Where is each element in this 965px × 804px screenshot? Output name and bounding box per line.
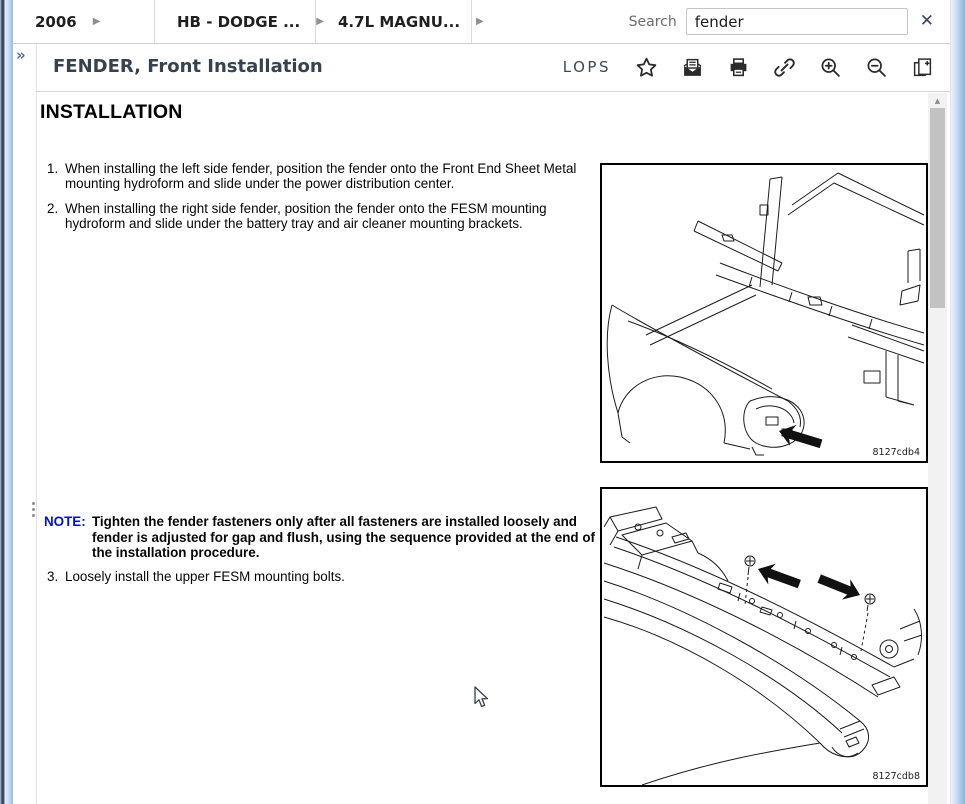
favorite-star-icon[interactable] [636,57,657,78]
print-icon[interactable] [728,57,749,78]
step-number: 2. [47,200,59,216]
window-right-edge [950,0,965,804]
scrollbar-thumb[interactable] [930,108,945,308]
chevron-right-icon: ▶ [92,16,101,27]
zoom-out-icon[interactable] [866,57,887,78]
note-text: Tighten the fender fasteners only after all fasteners are installed loosely and fender is adjusted for gap and flush, using the sequence provided at the end of the installation procedure. [92,514,595,561]
figure-code: 8127cdb4 [872,447,920,458]
step-2 [47,201,599,232]
viewer-panel [13,0,951,804]
note-label: NOTE: [44,514,86,529]
pointer-arrow [815,568,864,605]
step-3-wrap [47,569,587,593]
email-document-icon[interactable] [682,57,703,78]
open-new-window-icon[interactable] [912,57,933,78]
breadcrumb-model-label: HB - DODGE ... [177,12,301,31]
section-heading: INSTALLATION [40,101,183,123]
scroll-up-arrow-icon[interactable]: ▲ [934,96,941,105]
splitter-drag-handle[interactable] [32,502,35,517]
step-text: When installing the right side fender, position the fender onto the FESM mounting hydroform and slide under the battery tray and air cleaner mounting brackets. [65,200,547,231]
breadcrumb-year[interactable] [13,0,155,43]
expand-sidebar-button[interactable]: » [16,46,26,64]
figure-fesm-bolts [600,487,928,787]
search-label: Search [628,13,677,30]
panel-divider [36,43,37,804]
breadcrumb-year-label: 2006 [35,12,77,31]
step-3 [47,569,587,584]
vertical-scrollbar[interactable] [928,93,947,804]
figure-illustration [602,489,926,785]
search-input[interactable] [686,8,908,35]
breadcrumb-engine-label: 4.7L MAGNU... [338,12,461,31]
step-number: 1. [47,161,59,176]
window-left-edge [0,0,13,804]
search-area [629,0,934,43]
figure-fender-install [600,163,928,463]
toolbar-actions [563,43,933,91]
page-title: FENDER, Front Installation [53,56,323,77]
copy-link-icon[interactable] [774,57,795,78]
toolbar-divider [36,91,950,92]
step-number: 3. [47,569,59,584]
close-icon[interactable]: ✕ [919,11,934,31]
figure-code: 8127cdb8 [872,771,920,782]
step-text: When installing the left side fender, position the fender onto the Front End Sheet Metal mounting hydroform and slide under the power distribution center. [65,161,577,192]
breadcrumb-bar [13,0,950,44]
step-1 [47,161,599,192]
procedure-steps [47,161,599,240]
chevron-right-icon: ▶ [476,16,484,27]
breadcrumb-engine[interactable] [316,0,484,43]
zoom-in-icon[interactable] [820,57,841,78]
step-text: Loosely install the upper FESM mounting bolts. [65,569,345,584]
pointer-arrow [754,559,803,595]
lops-button[interactable]: LOPS [562,58,611,76]
note-block [44,514,600,561]
breadcrumb-model[interactable] [155,0,324,43]
figure-illustration [602,165,926,461]
chevron-right-icon: ▶ [316,16,324,27]
